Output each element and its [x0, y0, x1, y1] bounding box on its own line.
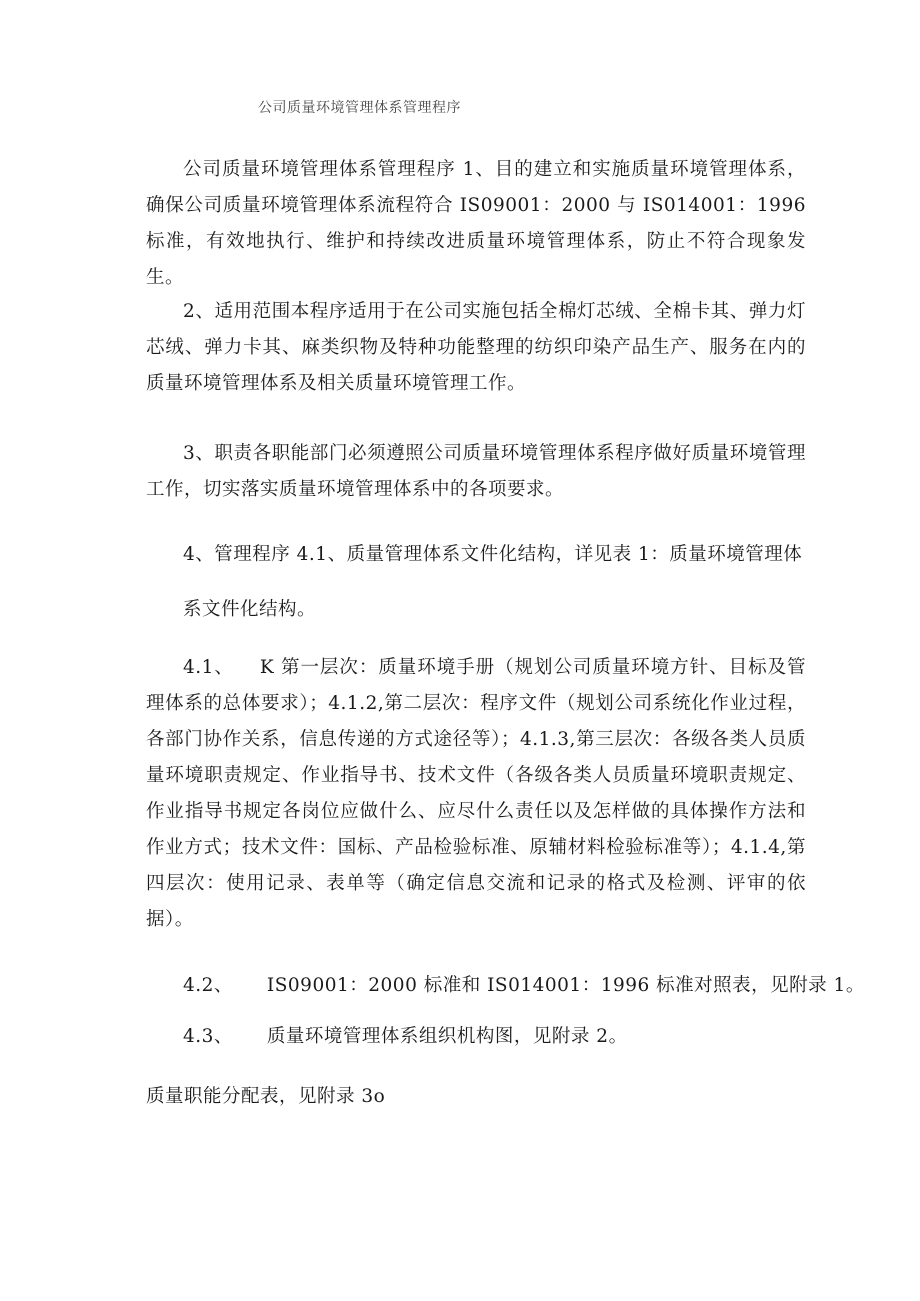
page-header-title: 公司质量环境管理体系管理程序 — [258, 100, 461, 116]
paragraph-org-chart — [146, 1019, 806, 1055]
org-chart-text: 质量环境管理体系组织机构图，见附录 2。 — [266, 1026, 628, 1047]
paragraph-procedure-line2 — [146, 592, 806, 628]
procedure-text-line1: 4、管理程序 4.1、质量管理体系文件化结构，详见表 1：质量环境管理体 — [183, 544, 803, 565]
standards-table-text: IS09001：2000 标准和 IS014001：1996 标准对照表，见附录 1。 — [266, 975, 865, 996]
procedure-text-line2: 系文件化结构。 — [183, 599, 317, 620]
paragraph-procedure-line1 — [146, 537, 806, 573]
section-number-4-1: 4.1、 — [183, 657, 234, 678]
paragraph-document-levels — [146, 650, 806, 938]
paragraph-scope: 2、适用范围本程序适用于在公司实施包括全棉灯芯绒、全棉卡其、弹力灯芯绒、弹力卡其、麻类织物及特种功能整理的纺织印染产品生产、服务在内的质量环境管理体系及相关质量环境管理工作。 — [146, 301, 806, 394]
paragraph-purpose: 公司质量环境管理体系管理程序 1、目的建立和实施质量环境管理体系，确保公司质量环境管理体系流程符合 IS09001：2000 与 IS014001：1996 标准，有效地执行、维护和持续改进质量环境管理体系，防止不符合现象发生。 — [146, 159, 806, 288]
paragraph-function-allocation: 质量职能分配表，见附录 3o — [146, 1086, 386, 1107]
section-number-4-2: 4.2、 — [183, 975, 233, 996]
section-number-4-3: 4.3、 — [183, 1026, 233, 1047]
document-levels-text: K 第一层次：质量环境手册（规划公司质量环境方针、目标及管理体系的总体要求）；4.1.2,第二层次：程序文件（规划公司系统化作业过程，各部门协作关系，信息传递的方式途径等）；4.1.3,第三层次：各级各类人员质量环境职责规定、作业指导书、技术文件（各级各类人员质量环境职责规定、作业指导书规定各岗位应做什么、应尽什么责任以及怎样做的具体操作方法和作业方式；技术文件：国标、产品检验标准、原辅材料检验标准等）；4.1.4,第四层次：使用记录、表单等（确定信息交流和记录的格式及检测、评审的依据）。 — [146, 657, 806, 930]
paragraph-standards-table — [146, 968, 865, 1004]
paragraph-responsibility: 3、职责各职能部门必须遵照公司质量环境管理体系程序做好质量环境管理工作，切实落实质量环境管理体系中的各项要求。 — [146, 443, 806, 500]
